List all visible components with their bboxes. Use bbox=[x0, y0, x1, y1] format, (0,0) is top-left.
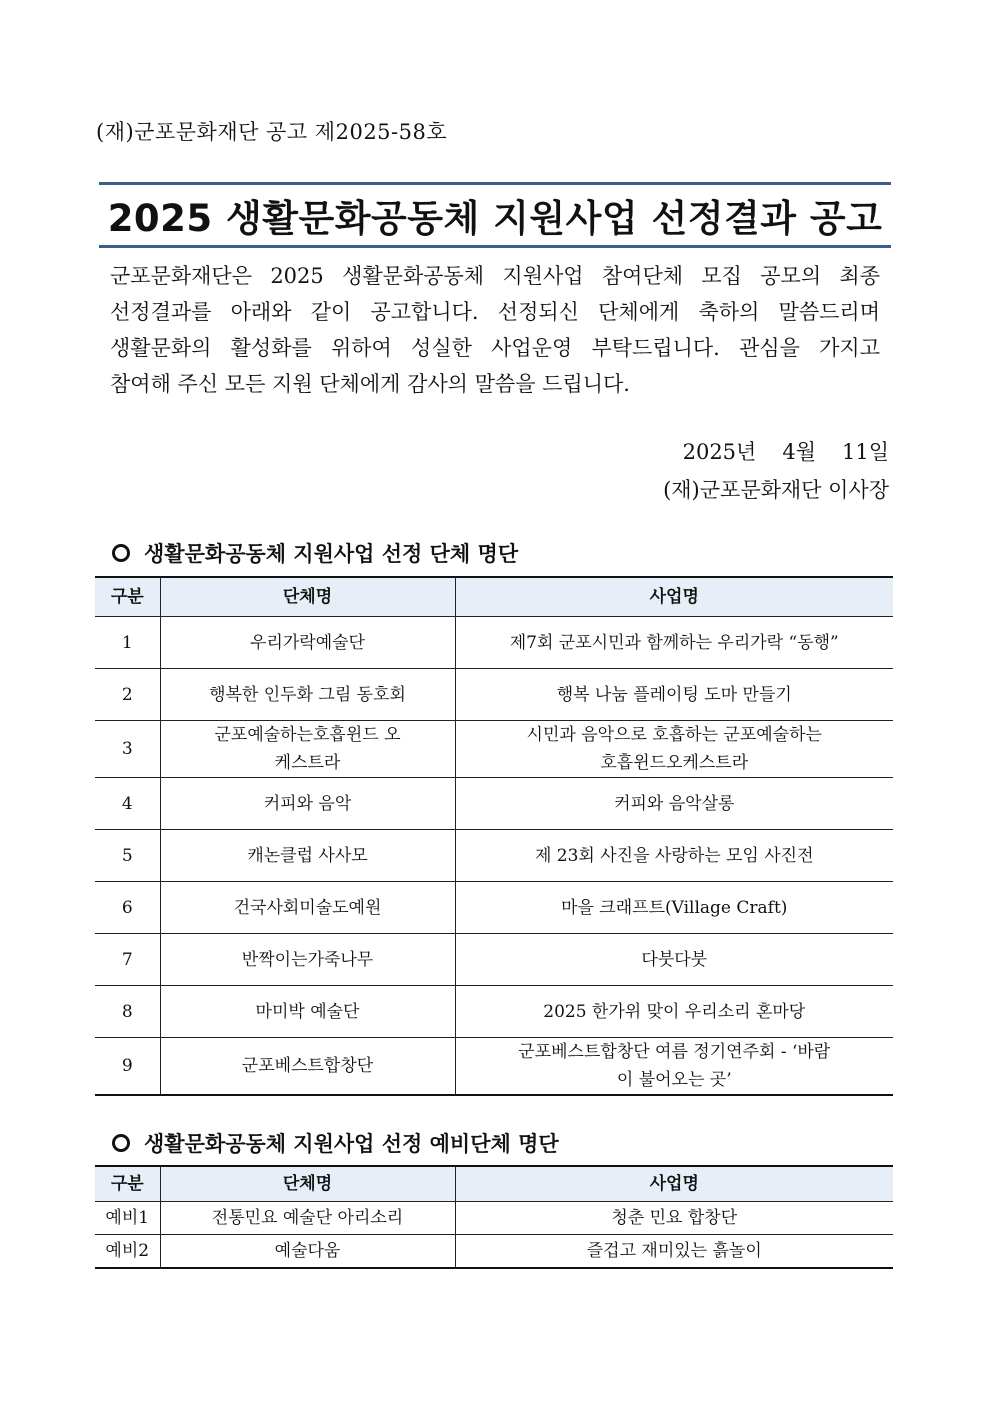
header-group: 단체명 bbox=[160, 1166, 455, 1202]
row-no: 7 bbox=[95, 934, 160, 986]
table-row bbox=[95, 1038, 893, 1096]
intro-paragraph bbox=[110, 258, 880, 402]
table-row bbox=[95, 830, 893, 882]
row-group: 행복한 인두화 그림 동호회 bbox=[160, 669, 455, 721]
intro-line: 군포문화재단은 2025 생활문화공동체 지원사업 참여단체 모집 공모의 최종 bbox=[110, 264, 880, 288]
row-project: 마을 크래프트(Village Craft) bbox=[455, 882, 893, 934]
selected-groups-table bbox=[95, 576, 893, 1096]
intro-line: 참여해 주신 모든 지원 단체에게 감사의 말씀을 드립니다. bbox=[110, 372, 630, 396]
row-no: 2 bbox=[95, 669, 160, 721]
row-no: 1 bbox=[95, 617, 160, 669]
row-project: 청춘 민요 합창단 bbox=[455, 1202, 893, 1235]
header-project: 사업명 bbox=[455, 1166, 893, 1202]
row-project: 제7회 군포시민과 함께하는 우리가락 “동행” bbox=[455, 617, 893, 669]
row-group: 군포베스트합창단 bbox=[160, 1038, 455, 1096]
date-year: 2025년 bbox=[682, 440, 757, 464]
header-no: 구분 bbox=[95, 577, 160, 617]
signature-block bbox=[663, 433, 889, 509]
row-group: 예술다움 bbox=[160, 1235, 455, 1269]
reserve-section-label: 생활문화공동체 지원사업 선정 예비단체 명단 bbox=[144, 1131, 559, 1156]
row-no: 5 bbox=[95, 830, 160, 882]
header-project: 사업명 bbox=[455, 577, 893, 617]
row-no: 4 bbox=[95, 778, 160, 830]
row-group: 캐논클럽 사사모 bbox=[160, 830, 455, 882]
circle-bullet-icon bbox=[112, 544, 130, 562]
row-no: 6 bbox=[95, 882, 160, 934]
intro-line: 생활문화의 활성화를 위하여 성실한 사업운영 부탁드립니다. 관심을 가지고 bbox=[110, 336, 880, 360]
row-group: 우리가락예술단 bbox=[160, 617, 455, 669]
table-row bbox=[95, 669, 893, 721]
row-no: 예비2 bbox=[95, 1235, 160, 1269]
row-project: 시민과 음악으로 호흡하는 군포예술하는호흡윈드오케스트라 bbox=[455, 721, 893, 778]
row-project: 제 23회 사진을 사랑하는 모임 사진전 bbox=[455, 830, 893, 882]
row-group: 반짝이는가죽나무 bbox=[160, 934, 455, 986]
table-row bbox=[95, 986, 893, 1038]
row-project: 다붓다붓 bbox=[455, 934, 893, 986]
row-group: 마미박 예술단 bbox=[160, 986, 455, 1038]
row-no: 8 bbox=[95, 986, 160, 1038]
table-row bbox=[95, 1235, 893, 1269]
row-no: 예비1 bbox=[95, 1202, 160, 1235]
reserve-groups-table bbox=[95, 1165, 893, 1269]
date-month: 4월 bbox=[782, 440, 816, 464]
row-no: 9 bbox=[95, 1038, 160, 1096]
row-group: 건국사회미술도예원 bbox=[160, 882, 455, 934]
row-group: 커피와 음악 bbox=[160, 778, 455, 830]
row-group: 전통민요 예술단 아리소리 bbox=[160, 1202, 455, 1235]
row-project: 커피와 음악살롱 bbox=[455, 778, 893, 830]
row-project: 즐겁고 재미있는 흙놀이 bbox=[455, 1235, 893, 1269]
table-row bbox=[95, 617, 893, 669]
row-no: 3 bbox=[95, 721, 160, 778]
issuer: (재)군포문화재단 이사장 bbox=[663, 478, 889, 502]
row-project: 2025 한가위 맞이 우리소리 혼마당 bbox=[455, 986, 893, 1038]
table-header-row bbox=[95, 1166, 893, 1202]
intro-line: 선정결과를 아래와 같이 공고합니다. 선정되신 단체에게 축하의 말씀드리며 bbox=[110, 300, 880, 324]
selected-section-label: 생활문화공동체 지원사업 선정 단체 명단 bbox=[144, 541, 519, 566]
table-row bbox=[95, 721, 893, 778]
table-row bbox=[95, 778, 893, 830]
title-box bbox=[99, 182, 891, 248]
reserve-section-title bbox=[112, 1128, 559, 1158]
circle-bullet-icon bbox=[112, 1134, 130, 1152]
table-header-row bbox=[95, 577, 893, 617]
row-group: 군포예술하는호흡윈드 오케스트라 bbox=[160, 721, 455, 778]
header-no: 구분 bbox=[95, 1166, 160, 1202]
table-row bbox=[95, 882, 893, 934]
notice-date bbox=[663, 433, 889, 471]
row-project: 군포베스트합창단 여름 정기연주회 - ‘바람이 불어오는 곳’ bbox=[455, 1038, 893, 1096]
table-row bbox=[95, 1202, 893, 1235]
notice-number: (재)군포문화재단 공고 제2025-58호 bbox=[96, 120, 448, 144]
table-row bbox=[95, 934, 893, 986]
header-group: 단체명 bbox=[160, 577, 455, 617]
row-project: 행복 나눔 플레이팅 도마 만들기 bbox=[455, 669, 893, 721]
page-title: 2025 생활문화공동체 지원사업 선정결과 공고 bbox=[107, 197, 883, 240]
selected-section-title bbox=[112, 538, 518, 568]
date-day: 11일 bbox=[841, 440, 889, 464]
